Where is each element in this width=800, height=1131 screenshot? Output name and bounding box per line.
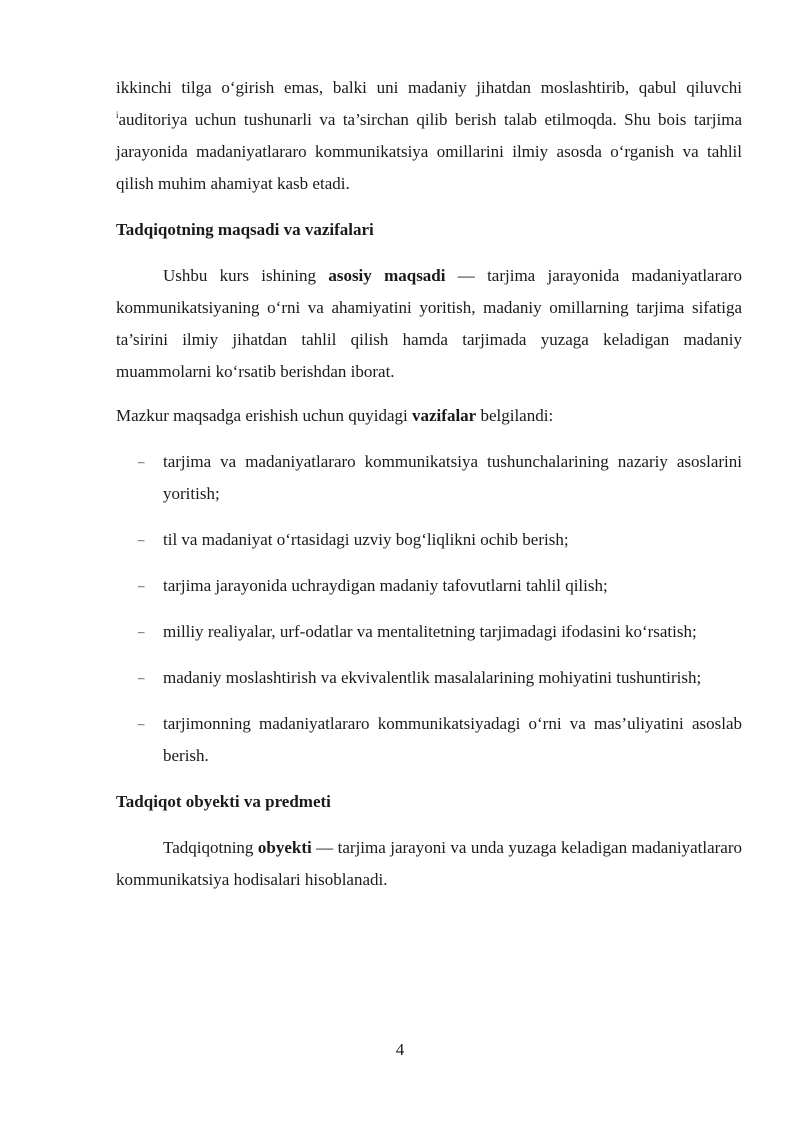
goals-heading: Tadqiqotning maqsadi va vazifalari xyxy=(116,220,374,239)
object-text-bold: obyekti xyxy=(257,838,312,857)
list-item-text: tarjimonning madaniyatlararo kommunikatsiyadagi o‘rni va mas’uliyatini asoslab berish. xyxy=(163,714,742,765)
intro-text-b: auditoriya uchun tushunarli va ta’sirchan qilib berish talab etilmoqda. Shu bois tarjima jarayonida madaniyatlararo kommunikatsiya omillarini ilmiy asosda o‘rganish va tahlil qilish muhim ahamiyat kasb etadi. xyxy=(116,110,742,193)
dash-bullet: – xyxy=(138,670,145,685)
list-item-text: milliy realiyalar, urf-odatlar va mentalitetning tarjimadagi ifodasini ko‘rsatish; xyxy=(163,622,697,641)
tasks-intro-pre: Mazkur maqsadga erishish uchun quyidagi xyxy=(116,406,413,425)
list-item xyxy=(116,616,742,648)
object-text-post: — tarjima jarayoni va unda yuzaga keladigan madaniyatlararo kommunikatsiya hodisalari hisoblanadi. xyxy=(116,838,742,889)
object-text-pre: Tadqiqotning xyxy=(163,838,258,857)
list-item-text: tarjima jarayonida uchraydigan madaniy tafovutlarni tahlil qilish; xyxy=(163,576,608,595)
object-heading: Tadqiqot obyekti va predmeti xyxy=(116,792,331,811)
goal-text-pre: Ushbu kurs ishining xyxy=(163,266,329,285)
intro-text-a: ikkinchi tilga o‘girish emas, balki uni madaniy jihatdan moslashtirib, qabul qiluvchi xyxy=(116,78,742,97)
list-item xyxy=(116,662,742,694)
dash-bullet: – xyxy=(138,532,145,547)
goal-paragraph xyxy=(116,260,742,388)
dash-bullet: – xyxy=(138,454,145,469)
list-item xyxy=(116,708,742,772)
tasks-intro-post: belgilandi: xyxy=(476,406,554,425)
object-paragraph xyxy=(116,832,742,896)
goal-text-post: — tarjima jarayonida madaniyatlararo kommunikatsiyaning o‘rni va ahamiyatini yoritish, madaniy omillarning tarjima sifatiga ta’sirini ilmiy jihatdan tahlil qilish hamda tarjimada yuzaga keladigan madaniy muammolarni ko‘rsatib berishdan iborat. xyxy=(116,266,742,381)
list-item xyxy=(116,446,742,510)
dash-bullet: – xyxy=(138,578,145,593)
document-page xyxy=(116,72,742,896)
footnote-marker: i xyxy=(116,110,119,120)
dash-bullet: – xyxy=(138,624,145,639)
page-number: 4 xyxy=(395,1040,405,1059)
list-item-text: til va madaniyat o‘rtasidagi uzviy bog‘liqlikni ochib berish; xyxy=(163,530,569,549)
list-item-text: tarjima va madaniyatlararo kommunikatsiya tushunchalarining nazariy asoslarini yoritish; xyxy=(163,452,742,503)
tasks-intro-bold: vazifalar xyxy=(412,406,477,425)
dash-bullet: – xyxy=(138,716,145,731)
list-item-text: madaniy moslashtirish va ekvivalentlik masalalarining mohiyatini tushuntirish; xyxy=(163,668,702,687)
goal-text-bold: asosiy maqsadi xyxy=(328,266,446,285)
tasks-intro-paragraph xyxy=(116,400,742,432)
list-item xyxy=(116,524,742,556)
intro-paragraph xyxy=(116,72,742,200)
tasks-list xyxy=(116,446,742,772)
list-item xyxy=(116,570,742,602)
